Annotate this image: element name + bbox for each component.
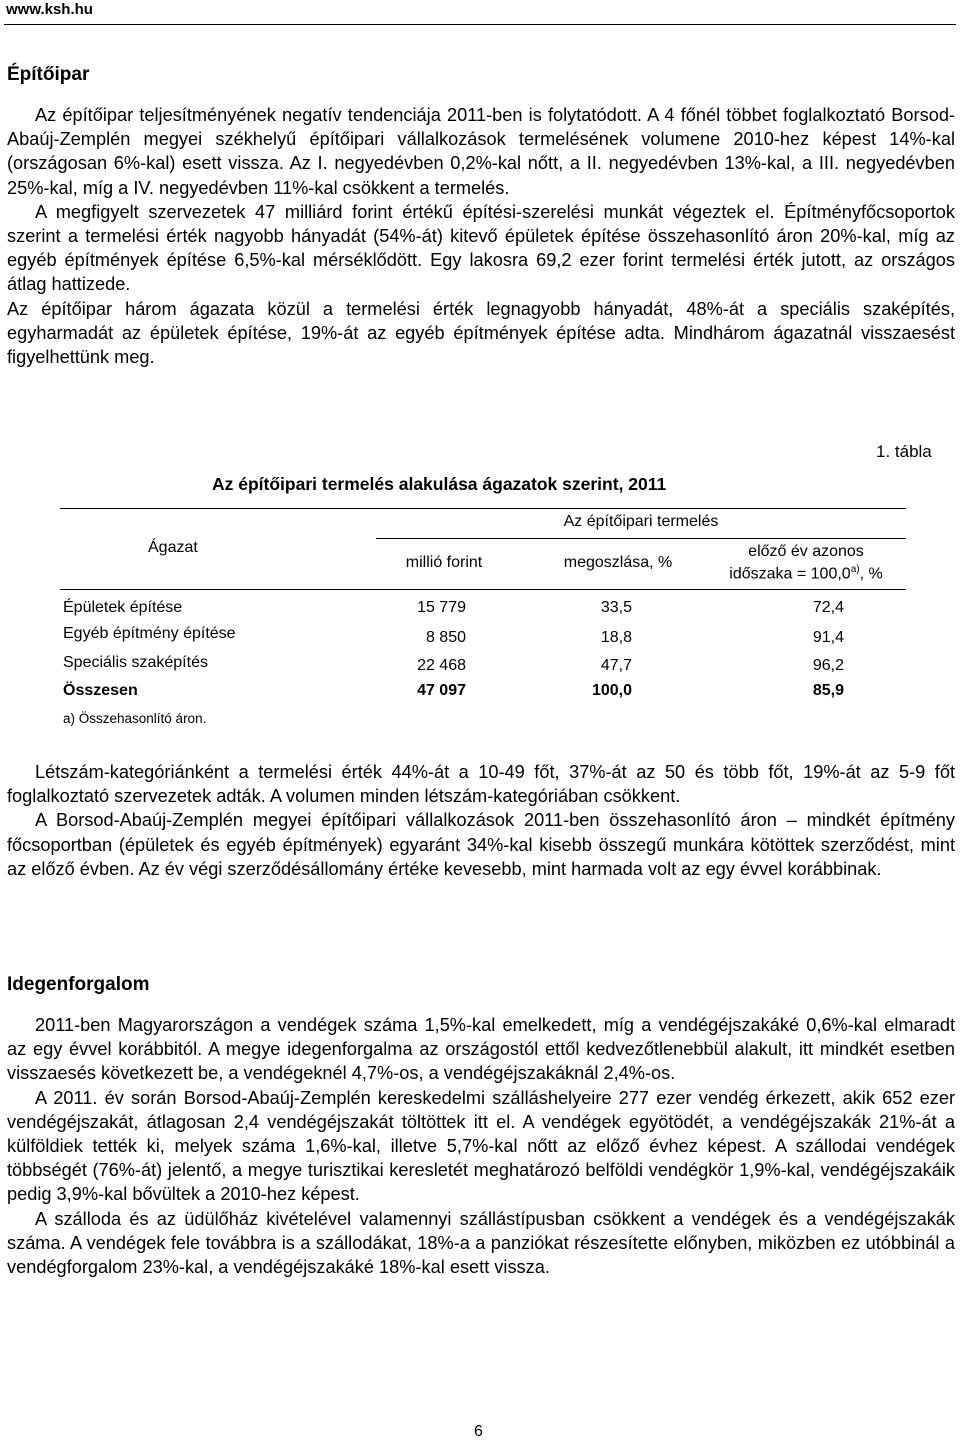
footnote-marker: a) — [850, 564, 860, 575]
table-cell-total: 100,0 — [591, 682, 632, 699]
header-rule — [4, 24, 956, 25]
row-header-label: Ágazat — [148, 539, 198, 556]
table-group-rule — [376, 538, 906, 539]
col-header-share: megoszlása, % — [563, 554, 673, 571]
table-cell: 33,5 — [600, 599, 632, 616]
table-label: 1. tábla — [876, 442, 932, 461]
col-header-million-huf: millió forint — [405, 554, 483, 571]
table-footnote: a) Összehasonlító áron. — [63, 711, 207, 726]
table-cell-total: 85,9 — [812, 682, 844, 699]
paragraph: A szálloda és az üdülőház kivételével valamennyi szállástípusban csökkent a vendégek és a vendégéjszakák száma. A vendégek fele továbbra is a szállodákat, 18%-a a panziókat részesítette előnyben, miközben ez utóbbinál a vendégforgalom 23%-kal, a vendégéjszakáké 18%-kal esett vissza. — [7, 1208, 955, 1278]
table-cell: 15 779 — [417, 599, 466, 616]
construction-text — [7, 103, 955, 369]
tourism-text — [7, 1013, 955, 1279]
paragraph: A 2011. év során Borsod-Abaúj-Zemplén kereskedelmi szálláshelyeire 277 ezer vendég érkezett, akik 652 ezer vendégéjszakát, átlagosan 2,4 vendégéjszakát töltöttek itt el. A vendégek egyötödét, a vendégéjszakák 21%-át a külföldiek tették ki, melyek száma 1,6%-kal, illetve 5,7%-kal nőtt az előző évhez képest. A szállodai vendégek többségét (76%-át) jelentő, a megye turisztikai keresletét meghatározó belföldi vendégkör 1,9%-kal, vendégéjszakáik pedig 3,9%-kal bővültek a 2010-hez képest. — [7, 1087, 955, 1205]
table-cell: 47,7 — [600, 657, 632, 674]
table-cell: 96,2 — [812, 657, 844, 674]
table-row-name: Speciális szaképítés — [63, 654, 208, 671]
section-heading-construction: Építőipar — [7, 64, 90, 85]
site-url[interactable]: www.ksh.hu — [6, 1, 93, 18]
section-heading-tourism: Idegenforgalom — [7, 974, 150, 995]
paragraph: A megfigyelt szervezetek 47 milliárd forint értékű építési-szerelési munkát végeztek el. Építményfőcsoportok szerint a termelési érték nagyobb hányadát (54%-át) kitevő épületek építése összehasonlító áron 20%-kal, míg az egyéb építmények építése 6,5%-kal mérséklődött. Egy lakosra 69,2 ezer forint termelési érték jutott, az országos átlag hattizede. — [7, 201, 955, 295]
table-cell: 22 468 — [417, 657, 466, 674]
paragraph: Az építőipar teljesítményének negatív tendenciája 2011-ben is folytatódott. A 4 főnél többet foglalkoztató Borsod-Abaúj-Zemplén megyei székhelyű építőipari vállalkozások termelésének volumene 2010-hez képest 14%-kal (országosan 6%-kal) esett vissza. Az I. negyedévben 0,2%-kal nőtt, a II. negyedévben 13%-kal, a III. negyedévben 25%-kal, míg a IV. negyedévben 11%-kal csökkent a termelés. — [7, 105, 955, 198]
group-header: Az építőipari termelés — [563, 513, 719, 530]
table-cell: 91,4 — [812, 629, 844, 646]
paragraph: Az építőipar három ágazata közül a termelési érték legnagyobb hányadát, 48%-át a speciális szaképítés, egyharmadát az épületek építése, 19%-át az egyéb építmények építése adta. Mindhárom ágazatnál visszaesést figyelhettünk meg. — [7, 298, 955, 368]
col-header-index-line1: előző év azonos — [748, 543, 864, 560]
paragraph: Létszám-kategóriánként a termelési érték 44%-át a 10-49 főt, 37%-át az 50 és több főt, 19%-át az 5-9 főt foglalkoztató szervezetek adták. A volumen minden létszám-kategóriában csökkent. — [7, 762, 955, 807]
table-header-rule — [60, 589, 906, 590]
table-cell: 8 850 — [425, 629, 466, 646]
page-number: 6 — [474, 1423, 483, 1440]
paragraph: A Borsod-Abaúj-Zemplén megyei építőipari vállalkozások 2011-ben összehasonlító áron – mindkét építmény főcsoportban (épületek és egyéb építmények) egyaránt 34%-kal kisebb összegű munkára kötöttek szerződést, mint az előző évben. Az év végi szerződésállomány értéke kevesebb, mint harmada volt az egy évvel korábbinak. — [7, 810, 955, 879]
table-cell: 72,4 — [812, 599, 844, 616]
table-row-name: Épületek építése — [63, 599, 183, 616]
construction-text-continued — [7, 760, 955, 881]
table-row-name-total: Összesen — [63, 682, 138, 699]
table-cell: 18,8 — [600, 629, 632, 646]
table-cell-total: 47 097 — [417, 682, 466, 699]
table-row-name: Egyéb építmény építése — [63, 625, 236, 642]
col-header-index-line2: időszaka = 100,0 — [729, 565, 851, 583]
table-top-rule — [60, 508, 906, 509]
col-header-index-suffix: , % — [859, 565, 883, 583]
table-title: Az építőipari termelés alakulása ágazatok szerint, 2011 — [212, 474, 667, 494]
paragraph: 2011-ben Magyarországon a vendégek száma 1,5%-kal emelkedett, míg a vendégéjszakáké 0,6%-kal elmaradt az egy évvel korábbitól. A megye idegenforgalma az országostól ettől kedvezőtlenebbül alakult, itt mindkét esetben visszaesés következett be, a vendégeknél 4,7%-os, a vendégéjszakáknál 2,4%-os. — [7, 1015, 955, 1084]
col-header-index — [706, 543, 906, 583]
